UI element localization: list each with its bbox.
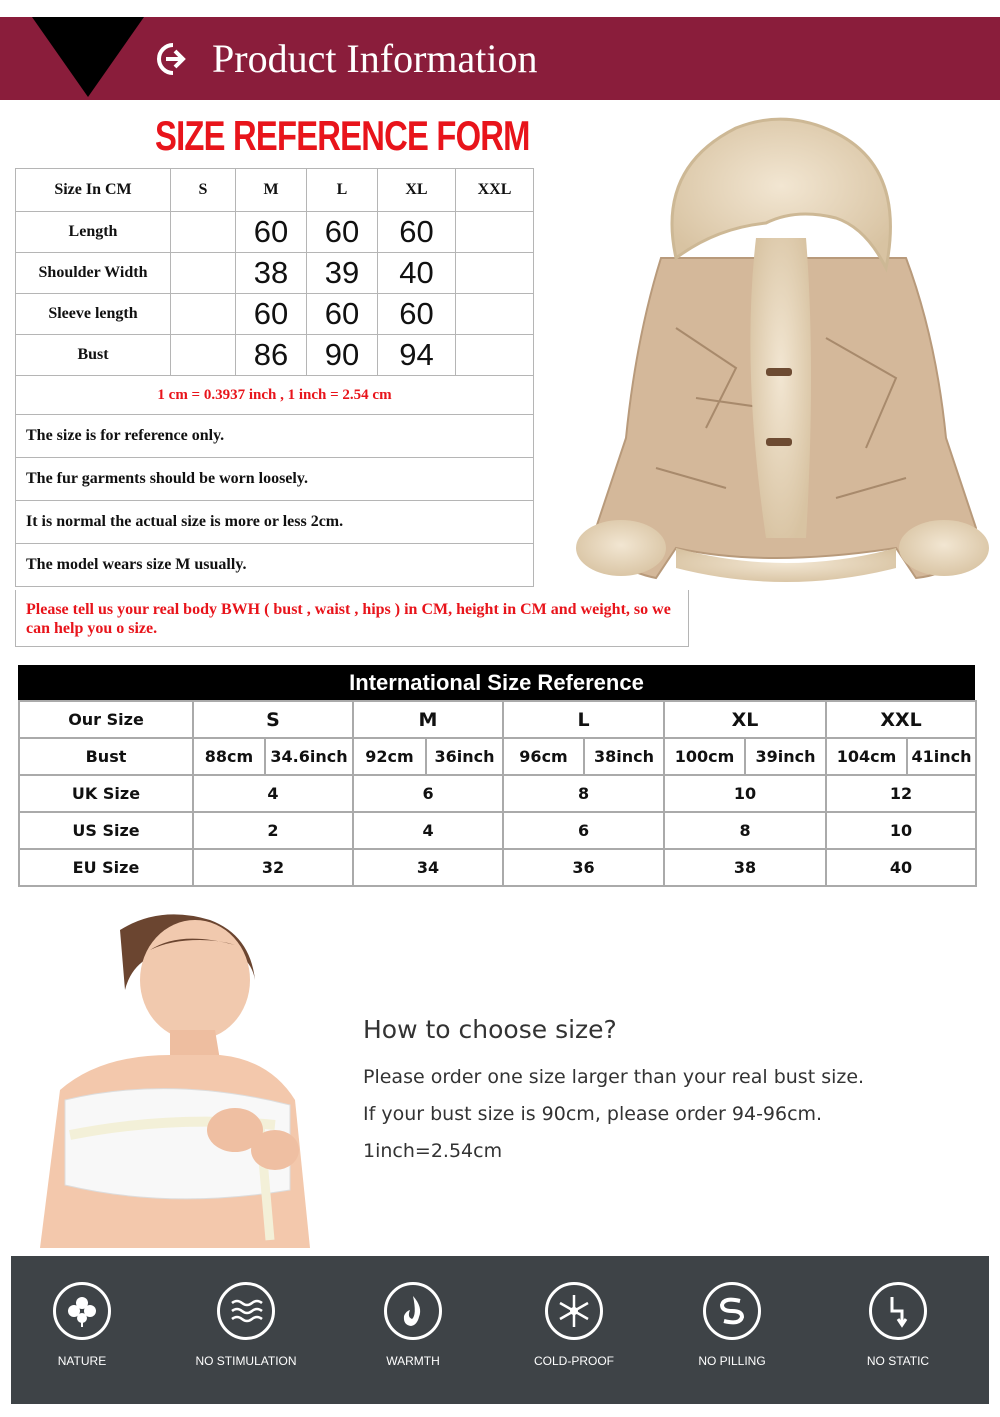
row-label: Bust xyxy=(19,738,193,775)
note-text: The model wears size M usually. xyxy=(16,544,534,587)
table-cell: 60 xyxy=(236,212,307,253)
table-cell xyxy=(171,212,236,253)
table-cell: 38 xyxy=(236,253,307,294)
table-cell: 60 xyxy=(378,212,456,253)
product-info-header xyxy=(0,17,1000,100)
table-cell: 34.6inch xyxy=(265,738,353,775)
row-label: EU Size xyxy=(19,849,193,886)
table-cell: 96cm xyxy=(503,738,584,775)
fur-coat-image xyxy=(566,108,990,596)
feature-cold-proof xyxy=(499,1282,649,1368)
table-row xyxy=(19,849,976,886)
table-row xyxy=(19,775,976,812)
table-row xyxy=(16,253,534,294)
size-col-header: Size In CM xyxy=(16,169,171,212)
row-label: Shoulder Width xyxy=(16,253,171,294)
pilling-icon xyxy=(703,1282,761,1340)
table-cell: 8 xyxy=(664,812,826,849)
arrow-right-circle-icon xyxy=(156,42,190,76)
feature-label: NO STIMULATION xyxy=(195,1354,297,1368)
waves-icon xyxy=(217,1282,275,1340)
size-col-header: M xyxy=(353,701,503,738)
feature-bar xyxy=(11,1256,989,1404)
table-cell: 4 xyxy=(193,775,353,812)
table-cell: 60 xyxy=(307,294,378,335)
feature-label: NATURE xyxy=(57,1354,107,1368)
size-table-header xyxy=(16,169,534,212)
clover-icon xyxy=(53,1282,111,1340)
note-row xyxy=(16,544,534,587)
size-col-header: S xyxy=(193,701,353,738)
table-cell: 88cm xyxy=(193,738,265,775)
table-row xyxy=(16,335,534,376)
row-label: Bust xyxy=(16,335,171,376)
table-cell: 90 xyxy=(307,335,378,376)
note-text: The size is for reference only. xyxy=(16,415,534,458)
snowflake-icon xyxy=(545,1282,603,1340)
table-cell xyxy=(171,294,236,335)
table-cell: 60 xyxy=(307,212,378,253)
row-label: UK Size xyxy=(19,775,193,812)
table-cell: 92cm xyxy=(353,738,426,775)
table-cell: 36 xyxy=(503,849,664,886)
table-cell: 10 xyxy=(826,812,976,849)
conversion-text: 1 cm = 0.3937 inch , 1 inch = 2.54 cm xyxy=(16,376,534,415)
header-triangle xyxy=(32,17,144,97)
size-col-header: XL xyxy=(378,169,456,212)
table-cell: 2 xyxy=(193,812,353,849)
feature-label: COLD-PROOF xyxy=(533,1354,614,1368)
feature-label: NO PILLING xyxy=(698,1354,766,1368)
table-cell xyxy=(171,335,236,376)
table-cell: 8 xyxy=(503,775,664,812)
measurement-request-text: Please tell us your real body BWH ( bust , waist , hips ) in CM, height in CM and weight, so we can help you o size. xyxy=(15,590,689,647)
size-col-header: S xyxy=(171,169,236,212)
intl-size-title: International Size Reference xyxy=(18,665,975,700)
table-cell: 100cm xyxy=(664,738,745,775)
note-text: It is normal the actual size is more or less 2cm. xyxy=(16,501,534,544)
table-cell: 39 xyxy=(307,253,378,294)
table-cell: 86 xyxy=(236,335,307,376)
size-col-header: XL xyxy=(664,701,826,738)
table-row xyxy=(19,738,976,775)
feature-no-stimulation xyxy=(171,1282,321,1368)
bust-measuring-photo xyxy=(20,910,320,1248)
table-cell: 40 xyxy=(378,253,456,294)
table-cell: 104cm xyxy=(826,738,907,775)
header-title: Product Information xyxy=(212,36,538,81)
table-row xyxy=(16,212,534,253)
how-line: 1inch=2.54cm xyxy=(363,1140,503,1162)
table-cell: 32 xyxy=(193,849,353,886)
table-cell: 40 xyxy=(826,849,976,886)
table-cell: 38inch xyxy=(584,738,664,775)
size-col-header: L xyxy=(503,701,664,738)
table-cell: 41inch xyxy=(907,738,976,775)
table-cell: 6 xyxy=(353,775,503,812)
note-row xyxy=(16,501,534,544)
size-col-header: M xyxy=(236,169,307,212)
table-cell: 12 xyxy=(826,775,976,812)
how-line: If your bust size is 90cm, please order 94-96cm. xyxy=(363,1103,823,1125)
table-row xyxy=(16,294,534,335)
flame-icon xyxy=(384,1282,442,1340)
row-label: Length xyxy=(16,212,171,253)
feature-nature xyxy=(7,1282,157,1368)
lightning-icon xyxy=(869,1282,927,1340)
note-text: The fur garments should be worn loosely. xyxy=(16,458,534,501)
note-row xyxy=(16,415,534,458)
note-row xyxy=(16,458,534,501)
size-form-title: SIZE REFERENCE FORM xyxy=(155,112,530,159)
size-col-header: XXL xyxy=(456,169,534,212)
table-cell: 34 xyxy=(353,849,503,886)
table-cell xyxy=(456,253,534,294)
table-row xyxy=(19,812,976,849)
table-cell: 94 xyxy=(378,335,456,376)
table-cell: 6 xyxy=(503,812,664,849)
conversion-row xyxy=(16,376,534,415)
feature-no-static xyxy=(823,1282,973,1368)
how-to-choose-title: How to choose size? xyxy=(363,1015,617,1044)
size-reference-table xyxy=(15,168,534,587)
size-col-header: L xyxy=(307,169,378,212)
row-label: Our Size xyxy=(19,701,193,738)
table-cell xyxy=(456,294,534,335)
table-cell xyxy=(456,212,534,253)
table-cell: 39inch xyxy=(745,738,826,775)
feature-warmth xyxy=(338,1282,488,1368)
intl-size-table xyxy=(18,700,977,887)
table-cell: 4 xyxy=(353,812,503,849)
table-row xyxy=(19,701,976,738)
row-label: Sleeve length xyxy=(16,294,171,335)
feature-label: WARMTH xyxy=(386,1354,440,1368)
table-cell: 10 xyxy=(664,775,826,812)
size-col-header: XXL xyxy=(826,701,976,738)
table-cell: 60 xyxy=(378,294,456,335)
table-cell xyxy=(171,253,236,294)
feature-label: NO STATIC xyxy=(866,1354,930,1368)
table-cell: 60 xyxy=(236,294,307,335)
table-cell xyxy=(456,335,534,376)
feature-no-pilling xyxy=(657,1282,807,1368)
table-cell: 38 xyxy=(664,849,826,886)
row-label: US Size xyxy=(19,812,193,849)
table-cell: 36inch xyxy=(426,738,503,775)
how-line: Please order one size larger than your real bust size. xyxy=(363,1066,865,1088)
